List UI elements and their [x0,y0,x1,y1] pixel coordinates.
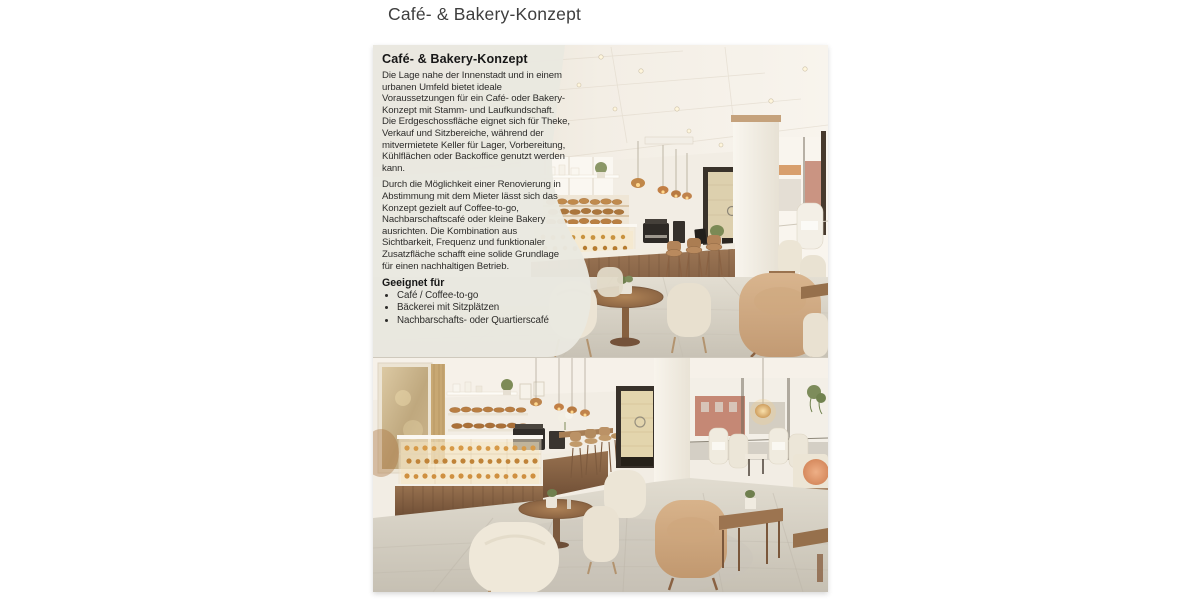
suitable-list [382,290,570,327]
panel-paragraph-1: Die Lage nahe der Innenstadt und in einem urbanen Umfeld bietet ideale Voraussetzungen für ein Café- oder Bakery-Konzept mit Stamm- und Laufkundschaft. Die Erdgeschossfläche eignet sich für Theke, Verkauf und Sitzbereiche, während der mitvermietete Keller für Lager, Vorbereitung, Kühlflächen oder Backoffice genutzt werden kann. [382,70,570,174]
panel-paragraph-2: Durch die Möglichkeit einer Renovierung in Abstimmung mit dem Mieter lässt sich das Konzept gezielt auf Coffee-to-go, Nachbarschaftscafé oder kleine Bakery ausrichten. Die Kombination aus Sichtbarkeit, Frequenz und funktionaler Zusatzfläche schafft eine solide Grundlage für einen nachhaltigen Betrieb. [382,179,561,272]
list-item: • Nachbarschafts- oder Quartierscafé [397,315,570,327]
air-vent [645,137,693,144]
list-item: • Bäckerei mit Sitzplätzen [397,302,570,314]
entrance-door [616,386,658,468]
cafe-photo-top [373,45,828,357]
cafe-photo-bottom [373,357,828,592]
page-title: Café- & Bakery-Konzept [388,4,582,24]
info-panel [373,45,603,357]
list-item: • Café / Coffee-to-go [397,290,570,302]
cream-chair-partial [803,313,828,357]
suitable-heading: Geeignet für [382,277,445,290]
panel-heading: Café- & Bakery-Konzept [382,52,528,66]
peach-cushion [803,459,828,485]
cafe-scene-bottom [373,358,828,592]
concept-figure [373,45,828,592]
